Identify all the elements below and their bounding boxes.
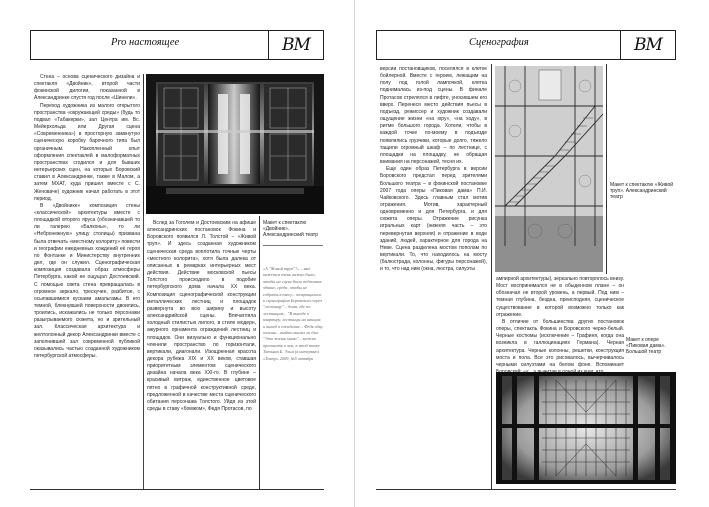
column-rule xyxy=(143,216,144,489)
caption-rule xyxy=(263,245,323,246)
bm-logo: BM xyxy=(634,35,662,55)
photo-pikovaya-dama-model xyxy=(496,372,676,484)
column-rule xyxy=(259,216,260,489)
column-rule xyxy=(606,64,607,274)
body-paragraph: Переход художника из малого открытого пространства «окружающей среды» (будь то подвал «Табакерки», зал Центра им. Вс. Мейерхольда или Другая сцена «Современника») в просторную замкнутую сценическую коробку барочного типа был органичным. Накопленный опыт оформления спектаклей в малоформатных пространствах сгодился и для бывших интерьерских сцен, на которых Боровский ставил в Александринке, также в Малом, а затем МХАТ, куда пришел вместе с С. Женоваче) художник начал работать в этот период. xyxy=(34,102,140,202)
body-paragraph: В отличие от большинства других постановок оперы, спектакль Фокина и Боровского черно-белый. Черные костюмы (исключение – Графиня, когда она возникла в галлюцинациях Германа). Черная архитектура. Черные колонны, решетки, конструкция моста и пола. Все это рисовалось, вычерчивалось черными силуэтами на белом фоне. Вспоминает xyxy=(496,318,624,368)
logo-box xyxy=(268,31,323,59)
side-note: «А "Живой труп"?» – мне кажется очень важно было, чтобы на сцене было подлинное здание, среда, чтобы не собрать в пьесу... возвращались к сценографии Боровского через "лестницу"... дома, где по лестницам... "В выходе в квартиру, лестницы на шпицах и выход в ожидание... Федя одну хочешь... выйти вышел ли был "Это жизнь мимо"... можно прописать в чем, в этой точке Татьяна Б. Эльм (в интервью) «Театр» 2009, №5 октябрь xyxy=(263,266,323,361)
column-rule xyxy=(143,74,144,216)
bm-logo: BM xyxy=(282,35,310,55)
bottom-rule xyxy=(30,489,324,490)
right-page xyxy=(355,0,709,507)
body-column-2 xyxy=(147,220,256,413)
left-page-header xyxy=(30,30,324,60)
column-rule xyxy=(491,64,492,489)
body-paragraph: ампирной архитектуры), зеркально повторялось внизу. Мост воспринимался не в обыденном плане – он обозначал не второй уровень, а первый. Под ним – темная глубина, бездна, преисподняя, сценическое существование в которой возможно только как отражение. xyxy=(496,276,624,318)
photo-caption: Макет к опере «Пиковая дама». Большой театр xyxy=(626,337,666,355)
body-column-1 xyxy=(34,74,140,360)
body-paragraph: В «Двойнике» композиция стены «классической» архитектуры вместе с площадкой второго яруса (обозначавшей то ли галерею «Балконы», то ли «Небронежную» улицу столицы) призвана была отвечать «местному колориту» повести и географии ежедневных хождений её героя по Фонтанке и Министерству внутренних дел, где он служил. Сценографическая композиция создавала образ атмосферы Петербурга, какой ее ощущал Достоевский. С помощью света стена превращалась в огромное зеркало, трескучее, разбитое, с осыпавшимися кусками амальгамы. В его темной, блекнувшей поверхности двоились, троились, искажались не только персонажи разыгрываемого сюжета, но и зрительный зал. Классическая архитектура и желтолонный декор Александринки вместе с заполнившей зал современной публикой оказывались частью созданной художником петербургской атмосферы. xyxy=(34,202,140,360)
photo-caption: Макет к спектаклю «Живой труп». Александринский театр xyxy=(610,182,674,200)
logo-box xyxy=(620,31,675,59)
body-paragraph: Вслед за Гоголем и Достоевским на афише александринских постановок Фокина и Боровского появился Л. Толстой – «Живой труп». И здесь созданная художником сценическая среда воплотила точные черты «местного колорита», хотя была далека от описанных в ремарках интерьерных мест действия. Действие московской пьесы Толстого происходило в подобие петербургского дома начала XX века. Композиция сценографической конструкции металлических лестниц и площадок развернута во всю ширину и высоту александрийской сцены. Впечатляла холодный стилистью лилого, в стиле модерн, ажурного орнамента ограждений лестниц и площадок. Они визуально и функционально членили пространство по горизонтали, вертикали, диагонали. Изощренная красота декора рубежа XIX и XX веков, ставшая приоритетным элементом сценического дизайна начала века XXI-го. В глубине – красивый витраж, единственное цветовое пятно в графичной конструктивной среде, предложенной в качестве места сценического обитания персонажа Толстого. Уйдя из этой среды в ставу «бомжом», Федя Протасов, по xyxy=(147,220,256,413)
photo-zhivoi-trup-model xyxy=(495,66,603,272)
body-paragraph: Еще один образ Петербурга в версии Боровского предстал перед зрителями Большого театра – в фокинской постановке 2007 года оперы «Пиковая дама» П.И. Чайковского. Здесь главным стал мотив отражения. Мотив, характерный одновременно и для Петербурга, и для сюжета оперы. Отражение рисунка игральных карт (нижняя часть – это перевернутая верхняя) и отражение в воде зданий, людей, характерное для города на Неве. Сцена разделена мостом пополам по вертикали. То, что находилось на мосту (балюстрада, колонны, фигуры персонажей), и то, что над ним (окна, люстра, силуэты xyxy=(380,166,487,273)
photo-caption: Макет к спектаклю «Двойник». Александринский театр xyxy=(263,220,318,238)
right-page-header xyxy=(376,30,676,60)
section-title: Pro настоящее xyxy=(111,37,180,48)
body-column-1 xyxy=(380,66,487,274)
body-column-2 xyxy=(496,276,624,376)
body-paragraph: Стена – основа сценического дизайна и спектакля «Двойник», второй части фокинской дилогии, показанной в Александринке спустя год после «Шинели». xyxy=(34,74,140,102)
bottom-rule xyxy=(376,489,676,490)
body-paragraph: версии постановщиков, поселялся в клетке бойлерной. Вместе с героем, лежащим на полу под голой лампочкой, клетка поднималась из-под сцены. В финале Протасов стрелялся в лифте, уносившем его вверх. Перенеся место действия пьесы в подъезд, режиссер и художник создавали ощущение жизни «на юру», «на ходу», в ритме большого города. Хотели, чтобы в каждой точке по-моему в подъезде появлялись грузчики, которые долго, тяжело тащили огромный шкаф – по лестнице, с площадки на площадку, не обращая внимания на персонажей, тесня их. xyxy=(380,66,487,166)
section-title: Сценография xyxy=(469,37,529,48)
photo-dvoinik-model xyxy=(146,74,324,214)
left-page xyxy=(0,0,354,507)
